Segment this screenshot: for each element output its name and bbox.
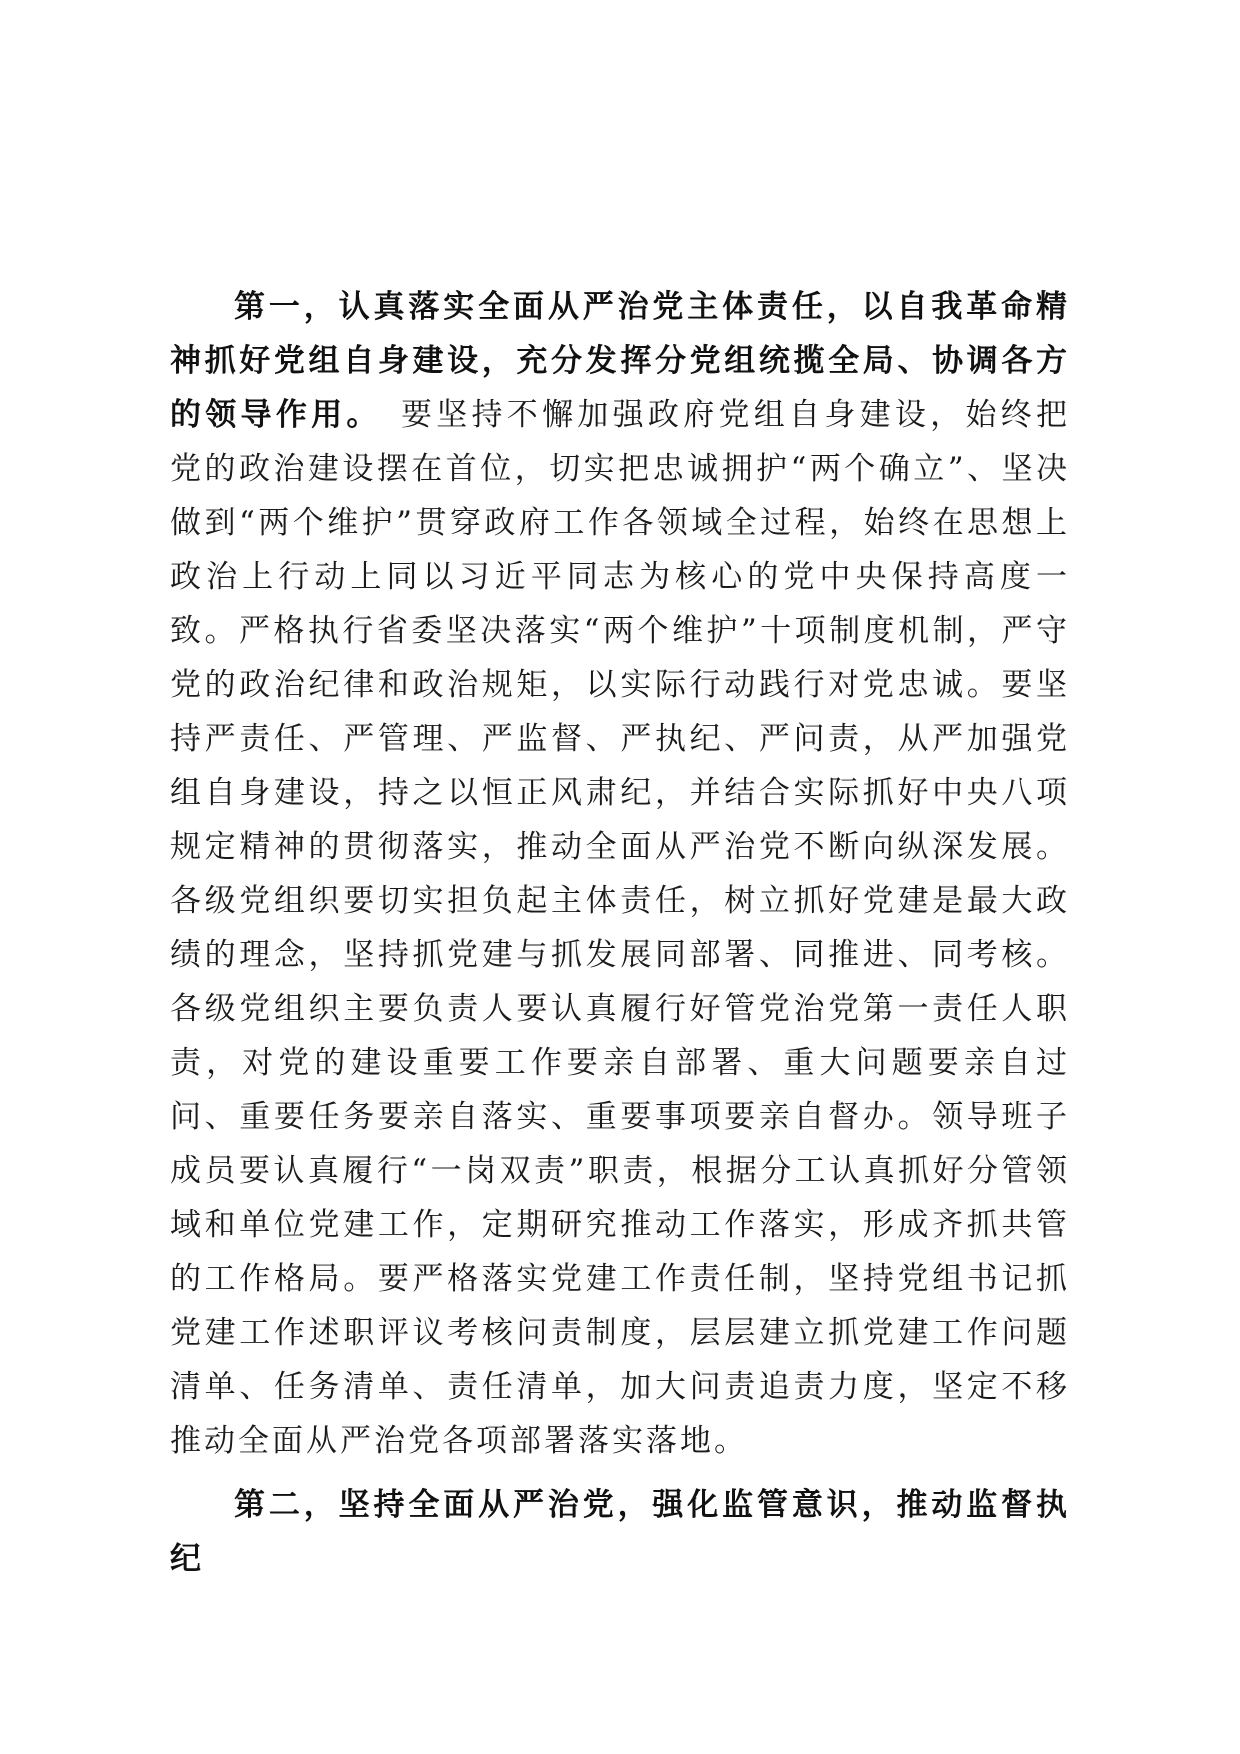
document-body — [170, 280, 1070, 1586]
paragraph-2-heading: 第二，坚持全面从严治党，强化监管意识，推动监督执纪 — [170, 1487, 1070, 1577]
paragraph-1-heading: 第一，认真落实全面从严治党主体责任，以自我革命精神抓好党组自身建设，充分发挥分党组统揽全局、协调各方的领导作用。 — [170, 289, 1070, 433]
paragraph-1 — [170, 280, 1070, 1468]
paragraph-1-body: 要坚持不懈加强政府党组自身建设，始终把党的政治建设摆在首位，切实把忠诚拥护“两个确立”、坚决做到“两个维护”贯穿政府工作各领域全过程，始终在思想上政治上行动上同以习近平同志为核心的党中央保持高度一致。严格执行省委坚决落实“两个维护”十项制度机制，严守党的政治纪律和政治规矩，以实际行动践行对党忠诚。要坚持严责任、严管理、严监督、严执纪、严问责，从严加强党组自身建设，持之以恒正风肃纪，并结合实际抓好中央八项规定精神的贯彻落实，推动全面从严治党不断向纵深发展。各级党组织要切实担负起主体责任，树立抓好党建是最大政绩的理念，坚持抓党建与抓发展同部署、同推进、同考核。各级党组织主要负责人要认真履行好管党治党第一责任人职责，对党的建设重要工作要亲自部署、重大问题要亲自过问、重要任务要亲自落实、重要事项要亲自督办。领导班子成员要认真履行“一岗双责”职责，根据分工认真抓好分管领域和单位党建工作，定期研究推动工作落实，形成齐抓共管的工作格局。要严格落实党建工作责任制，坚持党组书记抓党建工作述职评议考核问责制度，层层建立抓党建工作问题清单、任务清单、责任清单，加大问责追责力度，坚定不移推动全面从严治党各项部署落实落地。 — [170, 397, 1071, 1459]
paragraph-2 — [170, 1478, 1070, 1586]
